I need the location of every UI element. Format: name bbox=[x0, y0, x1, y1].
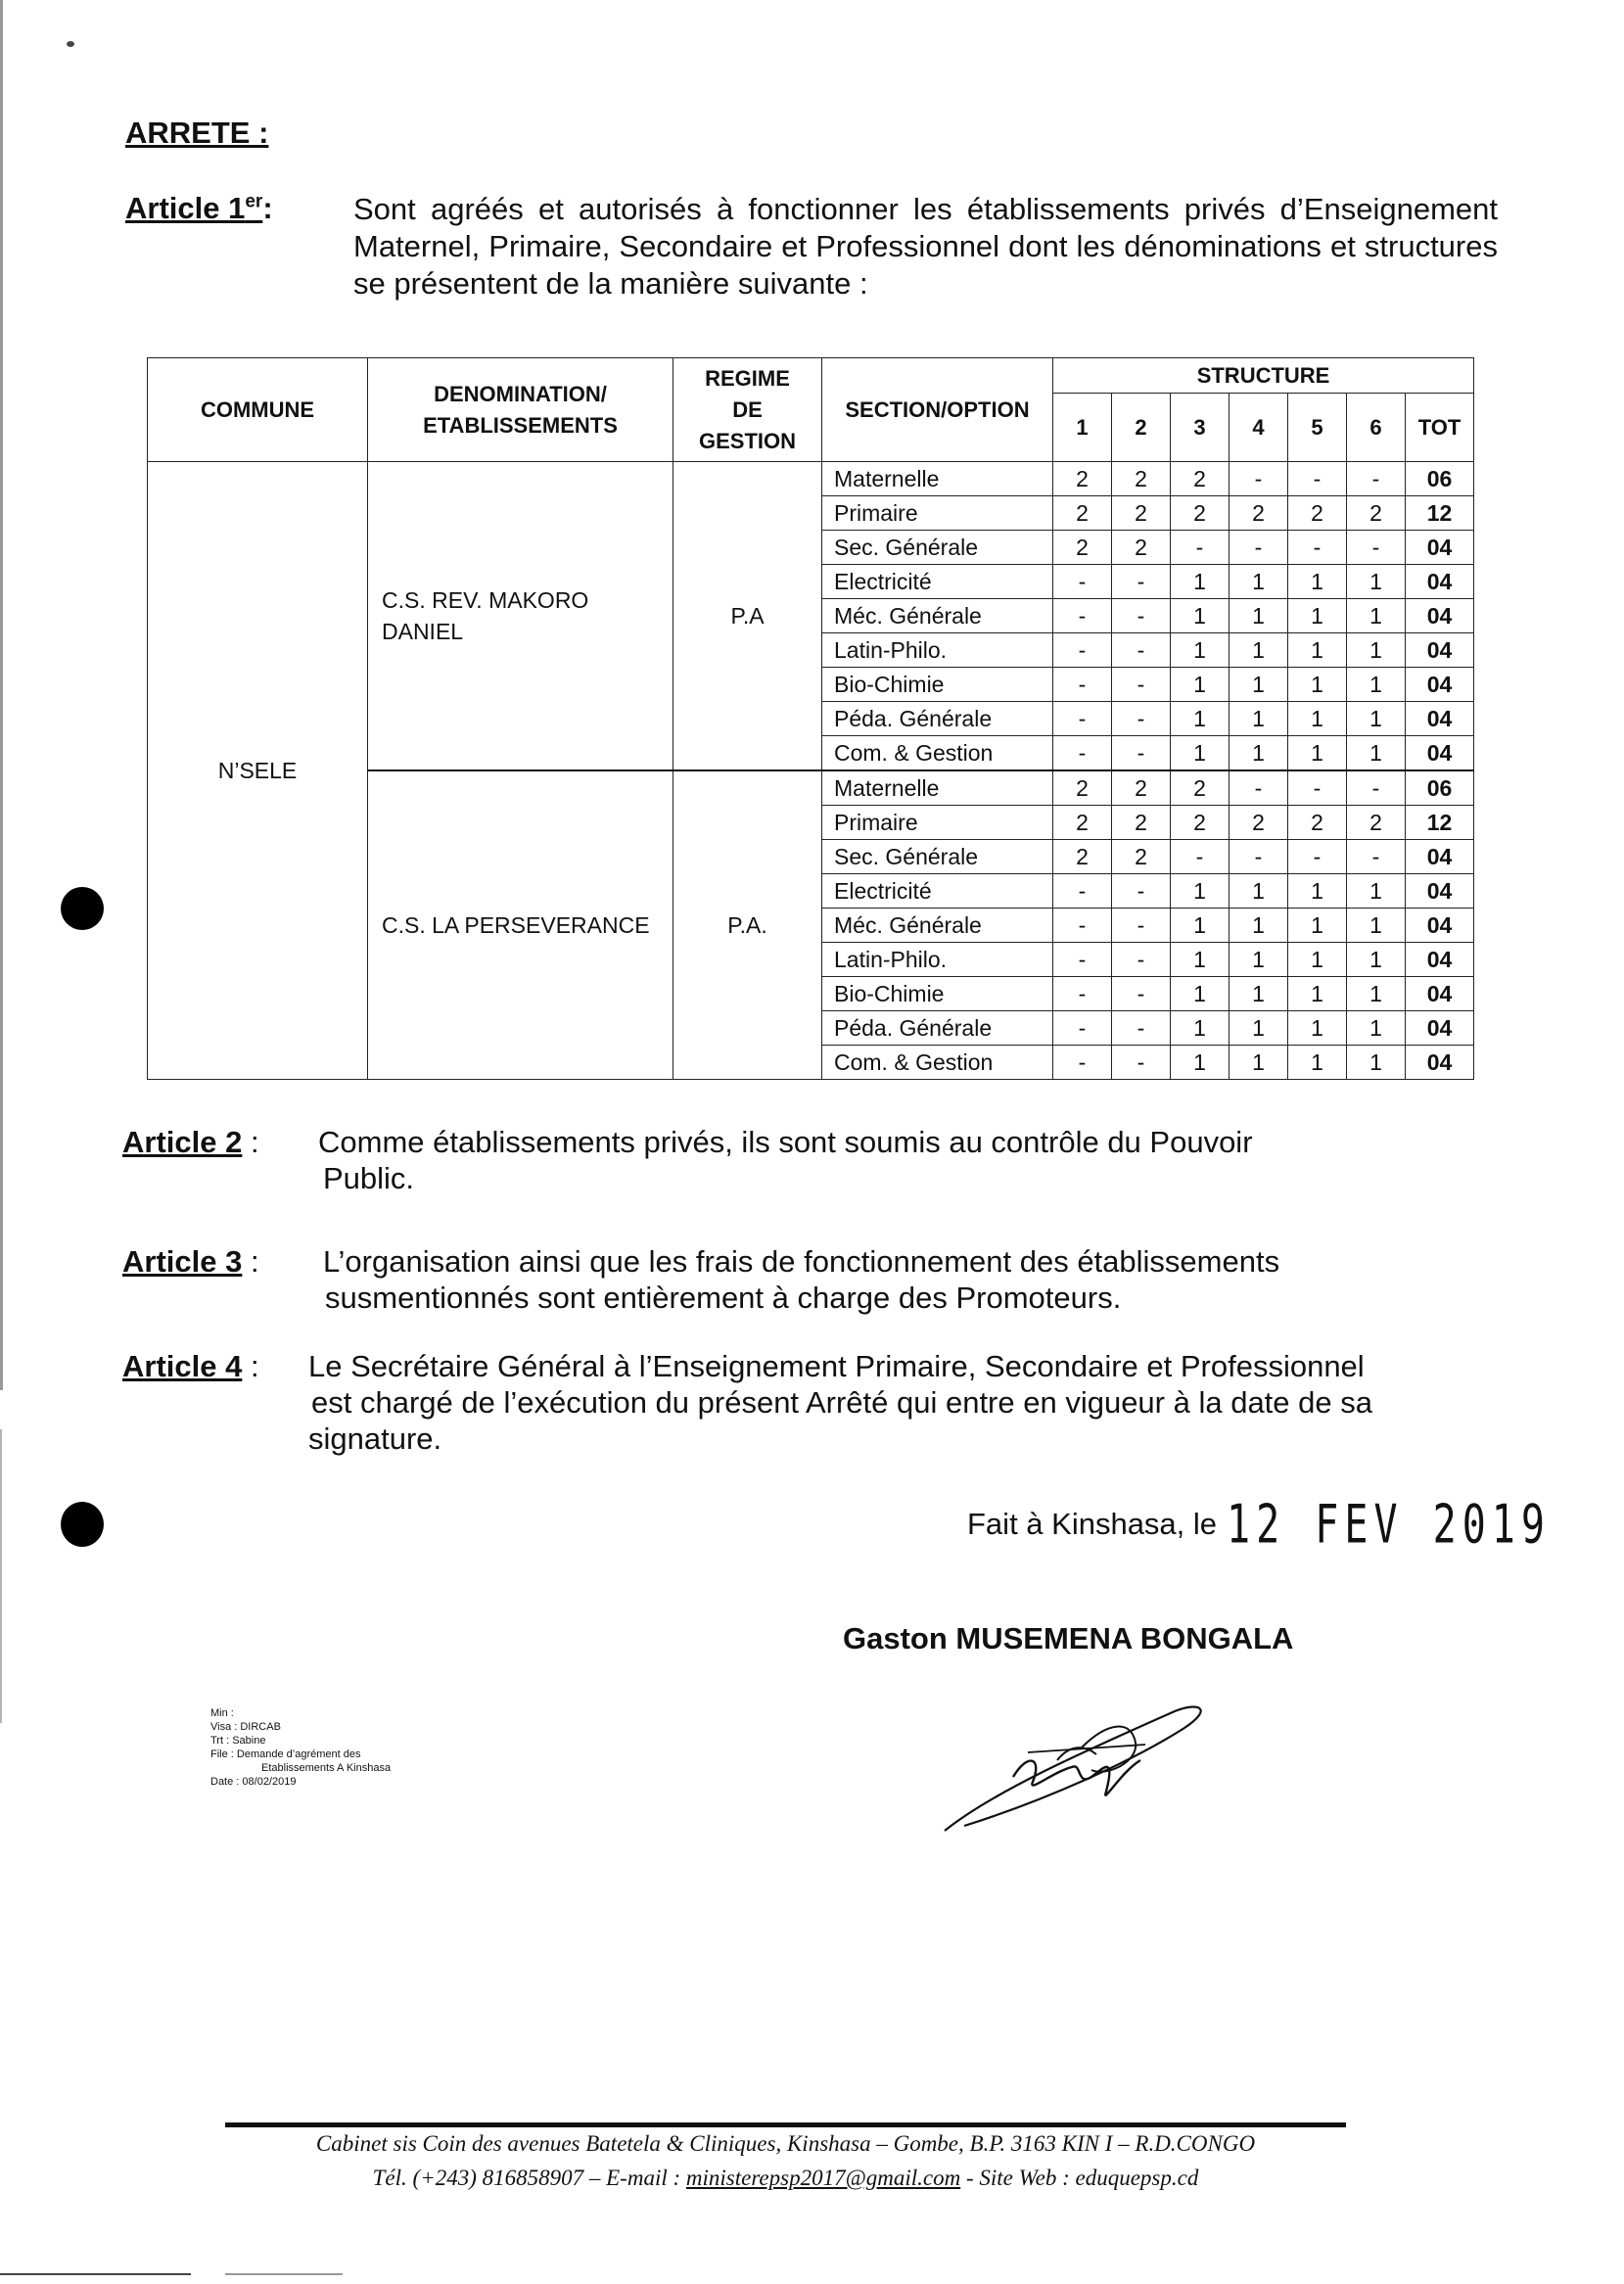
structure-cell-5: 1 bbox=[1288, 668, 1347, 702]
structure-cell-1: 2 bbox=[1053, 840, 1112, 874]
structure-cell-1: 2 bbox=[1053, 531, 1112, 565]
article-1-label: Article 1er: bbox=[125, 191, 273, 225]
structure-cell-4: 1 bbox=[1230, 702, 1288, 736]
structure-cell-4: 1 bbox=[1230, 736, 1288, 771]
structure-cell-6: 1 bbox=[1347, 874, 1406, 909]
structure-cell-6: - bbox=[1347, 770, 1406, 806]
header-col-4: 4 bbox=[1230, 394, 1288, 462]
total-cell: 04 bbox=[1406, 909, 1474, 943]
structure-cell-3: 1 bbox=[1171, 874, 1230, 909]
structure-cell-1: - bbox=[1053, 909, 1112, 943]
scan-edge bbox=[0, 1429, 2, 1723]
structure-cell-4: 1 bbox=[1230, 909, 1288, 943]
total-cell: 04 bbox=[1406, 633, 1474, 668]
structure-cell-1: - bbox=[1053, 633, 1112, 668]
structure-cell-1: 2 bbox=[1053, 770, 1112, 806]
memo-file-cont: Etablissements A Kinshasa bbox=[261, 1762, 392, 1774]
structure-cell-4: 1 bbox=[1230, 874, 1288, 909]
scan-edge-bottom bbox=[225, 2273, 343, 2275]
structure-cell-2: - bbox=[1112, 874, 1171, 909]
article-4-label: Article 4 bbox=[122, 1349, 243, 1383]
section-cell: Sec. Générale bbox=[822, 840, 1053, 874]
structure-cell-4: 1 bbox=[1230, 565, 1288, 599]
structure-cell-6: - bbox=[1347, 462, 1406, 496]
structure-cell-5: - bbox=[1288, 840, 1347, 874]
structure-cell-2: - bbox=[1112, 1046, 1171, 1080]
header-commune: COMMUNE bbox=[148, 358, 368, 462]
structure-cell-3: 2 bbox=[1171, 496, 1230, 531]
structure-cell-1: - bbox=[1053, 599, 1112, 633]
structure-cell-6: 2 bbox=[1347, 496, 1406, 531]
structure-cell-2: 2 bbox=[1112, 462, 1171, 496]
section-cell: Electricité bbox=[822, 565, 1053, 599]
structure-cell-3: 1 bbox=[1171, 909, 1230, 943]
structure-cell-4: 1 bbox=[1230, 943, 1288, 977]
structure-cell-1: 2 bbox=[1053, 496, 1112, 531]
footer-contacts bbox=[225, 2166, 1346, 2191]
header-structure: STRUCTURE bbox=[1053, 358, 1474, 394]
article-4-line-2: est chargé de l’exécution du présent Arrêté qui entre en vigueur à la date de sa bbox=[311, 1385, 1372, 1420]
structure-cell-5: 1 bbox=[1288, 909, 1347, 943]
structure-cell-5: 1 bbox=[1288, 633, 1347, 668]
section-cell: Electricité bbox=[822, 874, 1053, 909]
date-stamp: 12 FEV 2019 bbox=[1227, 1494, 1551, 1557]
structure-cell-5: 1 bbox=[1288, 565, 1347, 599]
structure-cell-3: 2 bbox=[1171, 462, 1230, 496]
structure-cell-2: - bbox=[1112, 1011, 1171, 1046]
structure-cell-6: 1 bbox=[1347, 736, 1406, 771]
place-text: Fait à Kinshasa, le bbox=[967, 1507, 1218, 1541]
section-cell: Com. & Gestion bbox=[822, 1046, 1053, 1080]
section-cell: Latin-Philo. bbox=[822, 943, 1053, 977]
header-regime: REGIME DE GESTION bbox=[673, 358, 822, 462]
structure-cell-6: - bbox=[1347, 531, 1406, 565]
structure-cell-4: - bbox=[1230, 531, 1288, 565]
total-cell: 06 bbox=[1406, 462, 1474, 496]
signer-name: Gaston MUSEMENA BONGALA bbox=[843, 1621, 1294, 1655]
structure-cell-5: 1 bbox=[1288, 599, 1347, 633]
structure-cell-3: 1 bbox=[1171, 599, 1230, 633]
structure-cell-3: 1 bbox=[1171, 736, 1230, 771]
structure-cell-1: - bbox=[1053, 943, 1112, 977]
total-cell: 04 bbox=[1406, 840, 1474, 874]
structure-cell-2: - bbox=[1112, 565, 1171, 599]
header-denomination: DENOMINATION/ ETABLISSEMENTS bbox=[368, 358, 673, 462]
header-col-6: 6 bbox=[1347, 394, 1406, 462]
structure-cell-2: - bbox=[1112, 977, 1171, 1011]
total-cell: 04 bbox=[1406, 943, 1474, 977]
structure-cell-2: - bbox=[1112, 599, 1171, 633]
structure-cell-1: 2 bbox=[1053, 806, 1112, 840]
structure-cell-2: - bbox=[1112, 736, 1171, 771]
regime-cell: P.A. bbox=[673, 770, 822, 1080]
commune-cell: N’SELE bbox=[148, 462, 368, 1080]
section-cell: Péda. Générale bbox=[822, 702, 1053, 736]
structure-cell-5: 2 bbox=[1288, 806, 1347, 840]
memo-date: Date : 08/02/2019 bbox=[210, 1776, 297, 1788]
total-cell: 04 bbox=[1406, 702, 1474, 736]
structure-cell-3: 1 bbox=[1171, 702, 1230, 736]
structure-cell-2: - bbox=[1112, 943, 1171, 977]
structure-cell-5: - bbox=[1288, 770, 1347, 806]
header-col-7: TOT bbox=[1406, 394, 1474, 462]
header-col-3: 3 bbox=[1171, 394, 1230, 462]
structure-cell-6: 1 bbox=[1347, 909, 1406, 943]
structure-cell-3: 1 bbox=[1171, 977, 1230, 1011]
section-cell: Maternelle bbox=[822, 770, 1053, 806]
structure-cell-5: 1 bbox=[1288, 943, 1347, 977]
structure-cell-4: 1 bbox=[1230, 977, 1288, 1011]
section-cell: Méc. Générale bbox=[822, 599, 1053, 633]
structure-cell-2: - bbox=[1112, 668, 1171, 702]
header-col-5: 5 bbox=[1288, 394, 1347, 462]
decree-heading: ARRETE : bbox=[125, 116, 269, 150]
structure-cell-6: 1 bbox=[1347, 599, 1406, 633]
scan-edge-bottom bbox=[0, 2273, 191, 2275]
header-section: SECTION/OPTION bbox=[822, 358, 1053, 462]
article-3-line-1: L’organisation ainsi que les frais de fonctionnement des établissements bbox=[323, 1244, 1280, 1279]
header-col-1: 1 bbox=[1053, 394, 1112, 462]
total-cell: 06 bbox=[1406, 770, 1474, 806]
structure-cell-6: 1 bbox=[1347, 702, 1406, 736]
structure-cell-3: 2 bbox=[1171, 806, 1230, 840]
structure-cell-4: 1 bbox=[1230, 633, 1288, 668]
section-cell: Primaire bbox=[822, 496, 1053, 531]
structure-cell-3: 1 bbox=[1171, 565, 1230, 599]
structure-cell-3: - bbox=[1171, 840, 1230, 874]
structure-cell-1: - bbox=[1053, 874, 1112, 909]
total-cell: 04 bbox=[1406, 1046, 1474, 1080]
footer-site: - Site Web : eduquepsp.cd bbox=[960, 2166, 1199, 2190]
structure-cell-2: - bbox=[1112, 633, 1171, 668]
structure-cell-6: 2 bbox=[1347, 806, 1406, 840]
structure-cell-6: 1 bbox=[1347, 565, 1406, 599]
article-3-label: Article 3 bbox=[122, 1244, 243, 1279]
punch-hole bbox=[61, 1502, 104, 1547]
memo-min: Min : bbox=[210, 1707, 234, 1719]
structure-cell-3: - bbox=[1171, 531, 1230, 565]
article-4-line-3: signature. bbox=[308, 1422, 442, 1456]
scan-edge bbox=[0, 0, 3, 1390]
structure-cell-3: 1 bbox=[1171, 943, 1230, 977]
structure-cell-3: 1 bbox=[1171, 1046, 1230, 1080]
structure-cell-5: - bbox=[1288, 531, 1347, 565]
structure-cell-3: 1 bbox=[1171, 1011, 1230, 1046]
structure-cell-2: 2 bbox=[1112, 806, 1171, 840]
punch-hole bbox=[61, 887, 104, 930]
structure-cell-4: 1 bbox=[1230, 1011, 1288, 1046]
total-cell: 04 bbox=[1406, 565, 1474, 599]
total-cell: 12 bbox=[1406, 496, 1474, 531]
article-3: Article 3 : L’organisation ainsi que les frais de fonctionnement des établissements susmentionnés sont entièrement à charge des Promoteurs. bbox=[122, 1244, 1280, 1315]
structure-cell-5: 2 bbox=[1288, 496, 1347, 531]
structure-cell-1: - bbox=[1053, 702, 1112, 736]
structure-cell-6: 1 bbox=[1347, 1011, 1406, 1046]
structure-cell-4: - bbox=[1230, 840, 1288, 874]
total-cell: 04 bbox=[1406, 874, 1474, 909]
scan-speck bbox=[67, 41, 74, 47]
structure-cell-4: 2 bbox=[1230, 496, 1288, 531]
structure-cell-5: 1 bbox=[1288, 977, 1347, 1011]
total-cell: 04 bbox=[1406, 531, 1474, 565]
handwritten-signature bbox=[935, 1684, 1229, 1841]
structure-cell-3: 1 bbox=[1171, 668, 1230, 702]
structure-cell-1: - bbox=[1053, 668, 1112, 702]
structure-cell-2: 2 bbox=[1112, 770, 1171, 806]
structure-cell-2: 2 bbox=[1112, 496, 1171, 531]
section-cell: Méc. Générale bbox=[822, 909, 1053, 943]
section-cell: Sec. Générale bbox=[822, 531, 1053, 565]
memo-file: File : Demande d’agrément des bbox=[210, 1748, 361, 1760]
footer-tel: Tél. (+243) 816858907 – E-mail : bbox=[372, 2166, 686, 2190]
schools-table bbox=[147, 357, 1474, 1080]
structure-cell-1: - bbox=[1053, 1011, 1112, 1046]
structure-cell-3: 2 bbox=[1171, 770, 1230, 806]
section-cell: Primaire bbox=[822, 806, 1053, 840]
establishment-name: C.S. REV. MAKORO DANIEL bbox=[368, 462, 673, 771]
article-2-line-2: Public. bbox=[323, 1161, 415, 1195]
structure-cell-4: 1 bbox=[1230, 599, 1288, 633]
structure-cell-6: 1 bbox=[1347, 633, 1406, 668]
total-cell: 04 bbox=[1406, 736, 1474, 771]
structure-cell-5: 1 bbox=[1288, 1011, 1347, 1046]
memo-block bbox=[210, 1706, 391, 1789]
article-2-line-1: Comme établissements privés, ils sont soumis au contrôle du Pouvoir bbox=[318, 1125, 1253, 1159]
structure-cell-6: 1 bbox=[1347, 977, 1406, 1011]
article-1-text: Sont agréés et autorisés à fonctionner les établissements privés d’Enseignement Maternel, Primaire, Secondaire et Professionnel dont les dénominations et structures se présentent de la manière suivante : bbox=[353, 192, 1498, 301]
structure-cell-6: 1 bbox=[1347, 1046, 1406, 1080]
structure-cell-6: 1 bbox=[1347, 943, 1406, 977]
total-cell: 04 bbox=[1406, 977, 1474, 1011]
structure-cell-2: - bbox=[1112, 909, 1171, 943]
table-row bbox=[148, 462, 1474, 496]
header-col-2: 2 bbox=[1112, 394, 1171, 462]
section-cell: Bio-Chimie bbox=[822, 977, 1053, 1011]
structure-cell-5: 1 bbox=[1288, 874, 1347, 909]
footer-address: Cabinet sis Coin des avenues Batetela & Cliniques, Kinshasa – Gombe, B.P. 3163 KIN I – R.D.CONGO bbox=[315, 2131, 1256, 2156]
structure-cell-4: 1 bbox=[1230, 1046, 1288, 1080]
structure-cell-1: 2 bbox=[1053, 462, 1112, 496]
structure-cell-4: - bbox=[1230, 462, 1288, 496]
structure-cell-5: 1 bbox=[1288, 736, 1347, 771]
structure-cell-1: - bbox=[1053, 565, 1112, 599]
structure-cell-3: 1 bbox=[1171, 633, 1230, 668]
structure-cell-5: - bbox=[1288, 462, 1347, 496]
section-cell: Péda. Générale bbox=[822, 1011, 1053, 1046]
article-4-line-1: Le Secrétaire Général à l’Enseignement Primaire, Secondaire et Professionnel bbox=[308, 1349, 1365, 1383]
section-cell: Latin-Philo. bbox=[822, 633, 1053, 668]
structure-cell-5: 1 bbox=[1288, 1046, 1347, 1080]
structure-cell-2: - bbox=[1112, 702, 1171, 736]
article-2: Article 2 : Comme établissements privés, ils sont soumis au contrôle du Pouvoir Public. bbox=[122, 1125, 1253, 1195]
structure-cell-4: 1 bbox=[1230, 668, 1288, 702]
section-cell: Com. & Gestion bbox=[822, 736, 1053, 771]
footer-rule bbox=[225, 2122, 1346, 2127]
structure-cell-1: - bbox=[1053, 736, 1112, 771]
structure-cell-1: - bbox=[1053, 1046, 1112, 1080]
establishment-name: C.S. LA PERSEVERANCE bbox=[368, 770, 673, 1080]
footer-email: ministerepsp2017@gmail.com bbox=[685, 2166, 961, 2190]
structure-cell-1: - bbox=[1053, 977, 1112, 1011]
article-3-line-2: susmentionnés sont entièrement à charge des Promoteurs. bbox=[325, 1281, 1122, 1315]
structure-cell-2: 2 bbox=[1112, 531, 1171, 565]
regime-cell: P.A bbox=[673, 462, 822, 771]
structure-cell-4: 2 bbox=[1230, 806, 1288, 840]
section-cell: Maternelle bbox=[822, 462, 1053, 496]
place-and-date bbox=[967, 1494, 1551, 1557]
article-2-label: Article 2 bbox=[122, 1125, 243, 1159]
structure-cell-6: - bbox=[1347, 840, 1406, 874]
total-cell: 04 bbox=[1406, 1011, 1474, 1046]
structure-cell-4: - bbox=[1230, 770, 1288, 806]
section-cell: Bio-Chimie bbox=[822, 668, 1053, 702]
total-cell: 04 bbox=[1406, 599, 1474, 633]
structure-cell-6: 1 bbox=[1347, 668, 1406, 702]
structure-cell-5: 1 bbox=[1288, 702, 1347, 736]
total-cell: 12 bbox=[1406, 806, 1474, 840]
article-4: Article 4 : Le Secrétaire Général à l’Enseignement Primaire, Secondaire et Professionnel est chargé de l’exécution du présent Arrêté qui entre en vigueur à la date de sa signature. bbox=[122, 1349, 1372, 1456]
memo-trt: Trt : Sabine bbox=[210, 1735, 266, 1747]
memo-visa: Visa : DIRCAB bbox=[210, 1721, 281, 1733]
total-cell: 04 bbox=[1406, 668, 1474, 702]
structure-cell-2: 2 bbox=[1112, 840, 1171, 874]
